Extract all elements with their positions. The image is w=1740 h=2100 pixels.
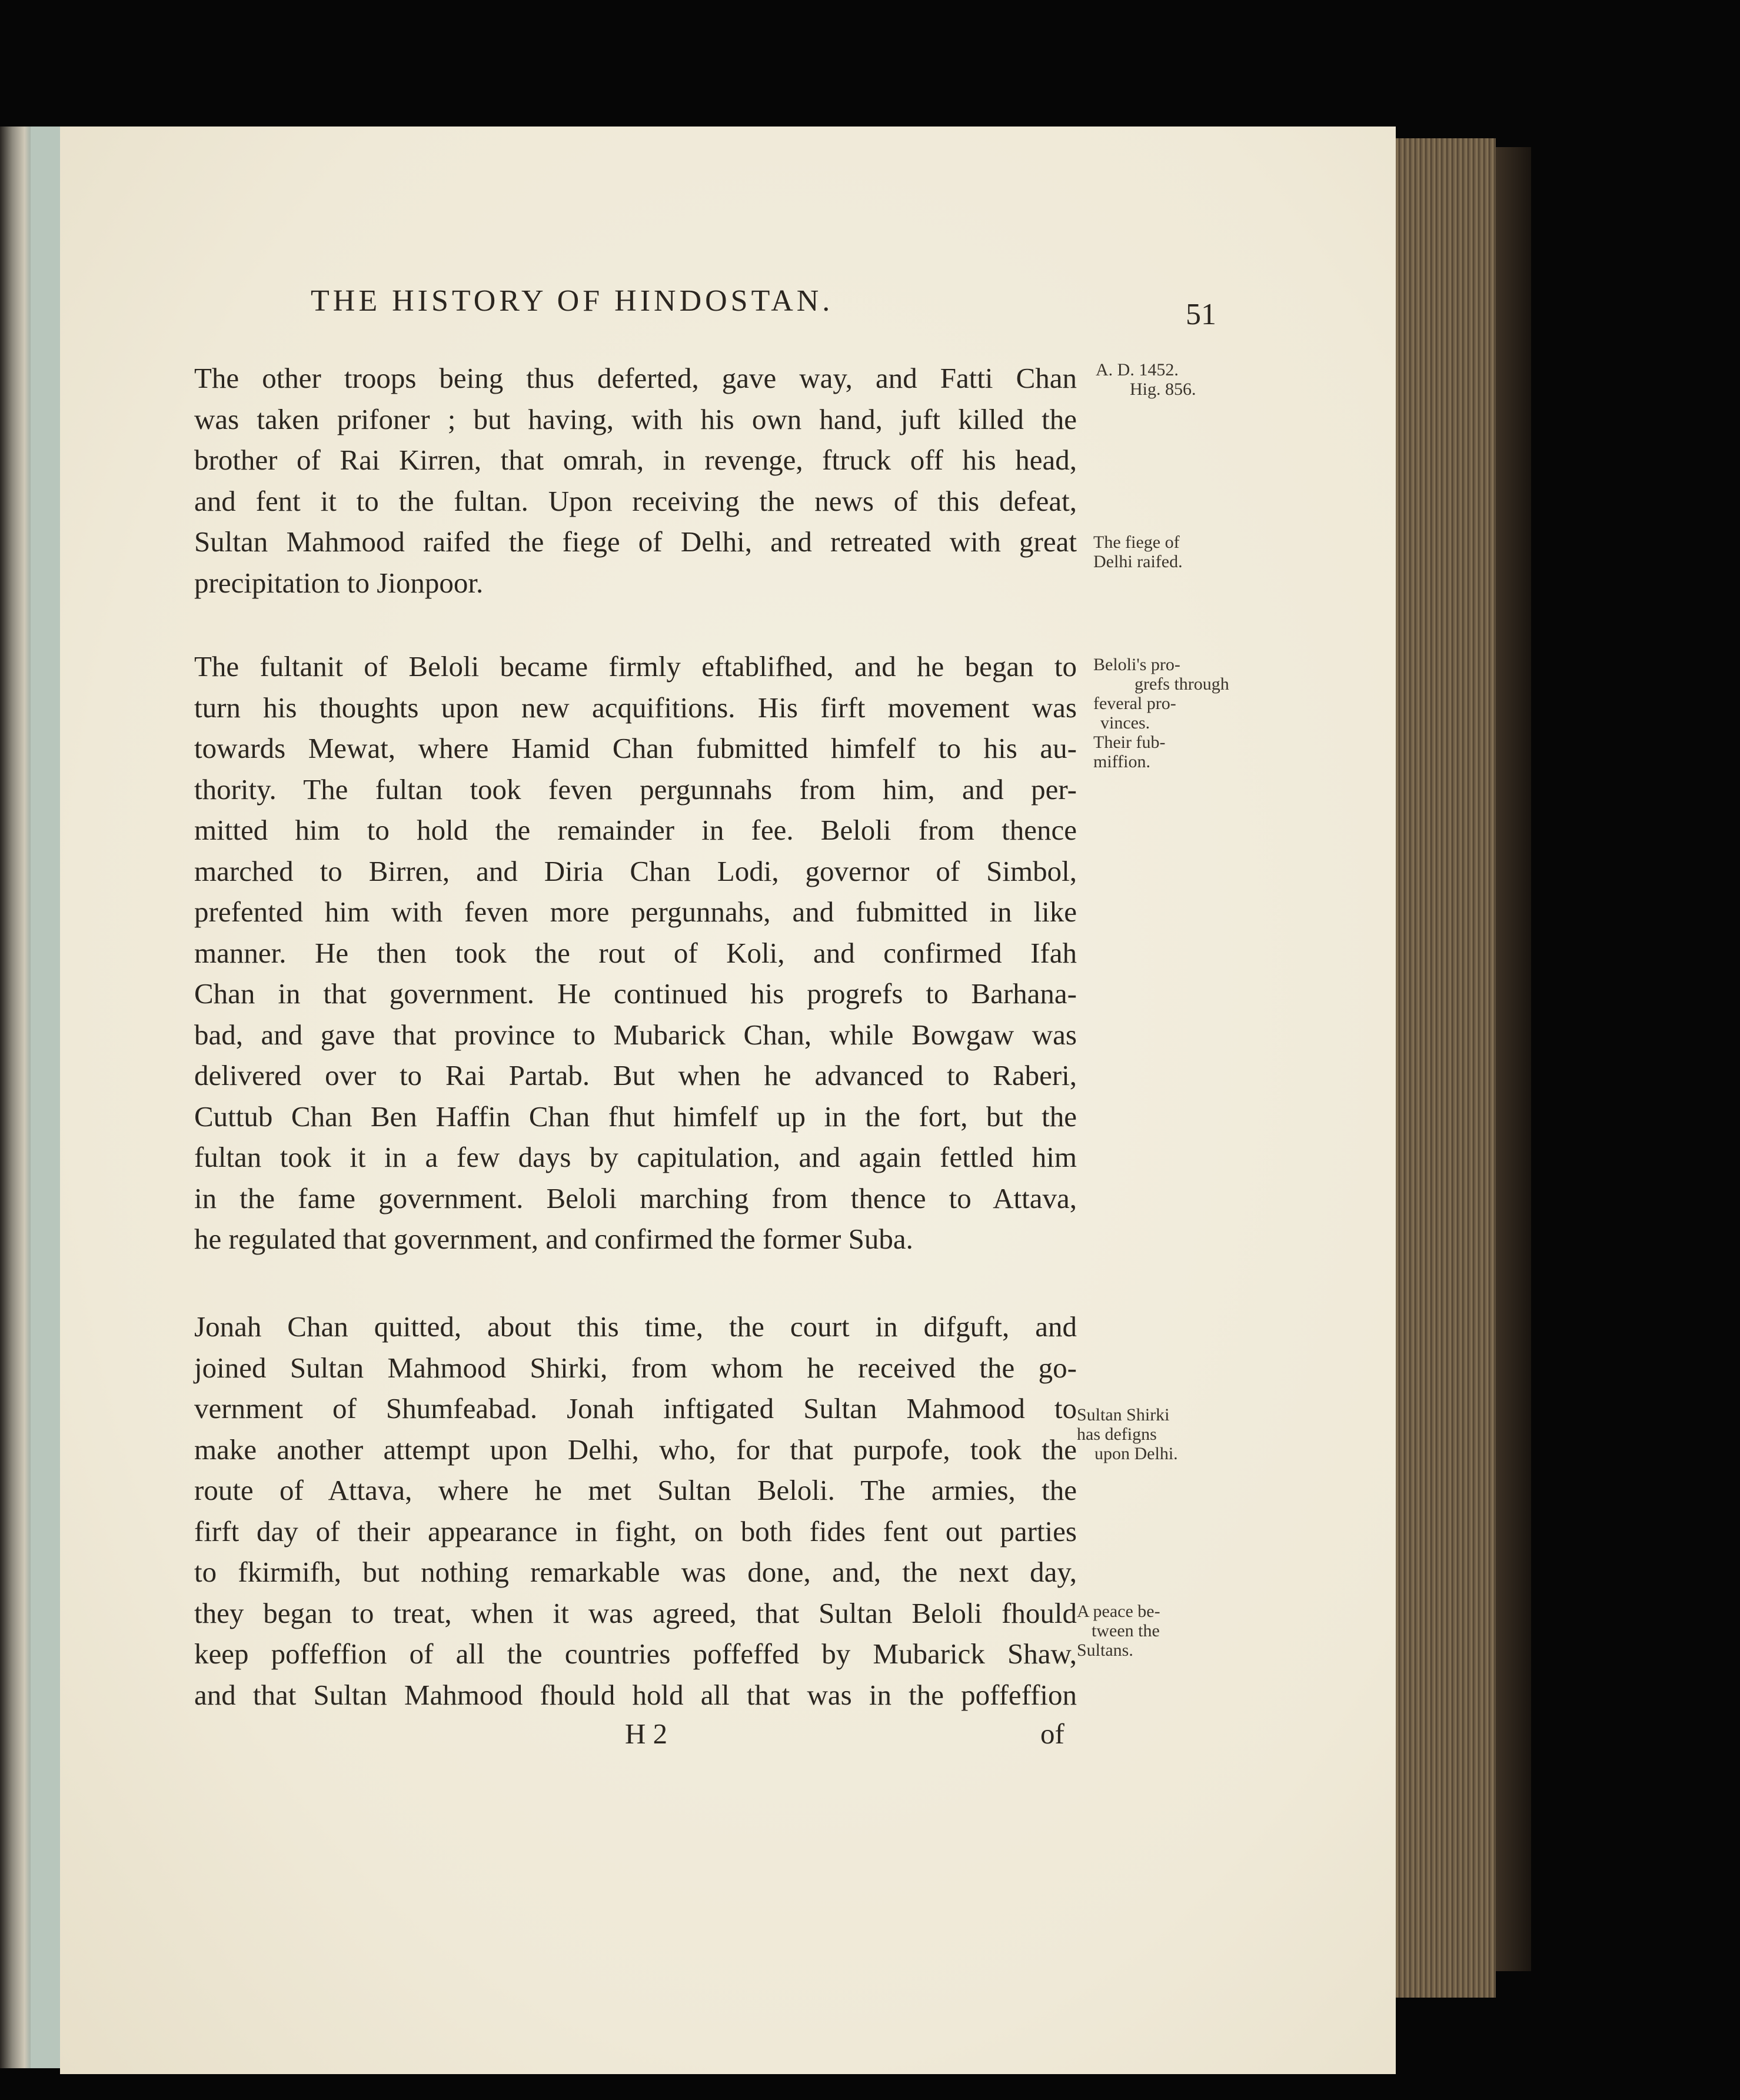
text-line: prefented him with feven more pergunnahs, and fubmitted in like <box>194 896 1077 928</box>
text-line: The other troops being thus deferted, gave way, and Fatti Chan <box>194 362 1077 394</box>
facing-page-edge <box>0 127 31 2068</box>
margin-note-line: grefs through <box>1135 674 1229 694</box>
margin-note-line: The fiege of <box>1093 533 1180 552</box>
margin-note-date <box>1096 360 1196 399</box>
text-line: marched to Birren, and Diria Chan Lodi, governor of Simbol, <box>194 854 1077 887</box>
catchword: of <box>1040 1718 1064 1750</box>
text-line: in the fame government. Beloli marching from thence to Attava, <box>194 1182 1077 1214</box>
gutter-strip <box>31 127 61 2068</box>
text-line: thority. The fultan took feven pergunnahs from him, and per- <box>194 773 1077 806</box>
margin-note-line: A peace be- <box>1077 1602 1160 1621</box>
paragraph-3 <box>194 1306 1077 1715</box>
text-line: fultan took it in a few days by capitulation, and again fettled him <box>194 1141 1077 1173</box>
margin-note-line: vinces. <box>1100 713 1150 733</box>
margin-note-siege <box>1093 533 1183 571</box>
text-line: joined Sultan Mahmood Shirki, from whom he received the go- <box>194 1351 1077 1384</box>
book-cover-edge <box>1496 147 1531 1971</box>
text-line: bad, and gave that province to Mubarick Chan, while Bowgaw was <box>194 1018 1077 1051</box>
paragraph-1 <box>194 358 1077 603</box>
margin-note-line: feveral pro- <box>1093 694 1176 713</box>
margin-note-line: Their fub- <box>1093 733 1166 752</box>
paragraph-2 <box>194 646 1077 1260</box>
text-line: Chan in that government. He continued his progrefs to Barhana- <box>194 977 1077 1010</box>
margin-note-designs <box>1077 1405 1178 1463</box>
text-line: Cuttub Chan Ben Haffin Chan fhut himfelf up in the fort, but the <box>194 1100 1077 1133</box>
text-line: route of Attava, where he met Sultan Beloli. The armies, the <box>194 1474 1077 1506</box>
margin-note-line: Sultans. <box>1077 1640 1133 1660</box>
text-line: turn his thoughts upon new acquifitions. His firft movement was <box>194 691 1077 724</box>
text-line: delivered over to Rai Partab. But when he advanced to Raberi, <box>194 1059 1077 1091</box>
signature-mark: H 2 <box>625 1718 668 1750</box>
text-line: precipitation to Jionpoor. <box>194 566 484 599</box>
text-line: vernment of Shumfeabad. Jonah inftigated Sultan Mahmood to <box>194 1392 1077 1425</box>
text-line: and that Sultan Mahmood fhould hold all that was in the poffeffion <box>194 1678 1077 1711</box>
page-number: 51 <box>1186 298 1216 331</box>
margin-note-line: Beloli's pro- <box>1093 655 1180 674</box>
text-line: towards Mewat, where Hamid Chan fubmitted himfelf to his au- <box>194 732 1077 764</box>
margin-note-line: tween the <box>1092 1621 1160 1640</box>
text-line: keep poffeffion of all the countries poffeffed by Mubarick Shaw, <box>194 1638 1077 1670</box>
text-line: Jonah Chan quitted, about this time, the court in difguft, and <box>194 1310 1077 1343</box>
margin-note-line: Delhi raifed. <box>1093 552 1183 571</box>
text-line: firft day of their appearance in fight, on both fides fent out parties <box>194 1515 1077 1547</box>
text-line: was taken prifoner ; but having, with his own hand, juft killed the <box>194 402 1077 435</box>
text-line: brother of Rai Kirren, that omrah, in revenge, ftruck off his head, <box>194 444 1077 476</box>
text-line: they began to treat, when it was agreed, that Sultan Beloli fhould <box>194 1596 1077 1629</box>
margin-note-progress <box>1093 655 1229 771</box>
margin-note-peace <box>1077 1602 1160 1660</box>
text-line: manner. He then took the rout of Koli, and confirmed Ifah <box>194 936 1077 969</box>
margin-note-line: A. D. 1452. <box>1096 360 1179 380</box>
text-line: Sultan Mahmood raifed the fiege of Delhi, and retreated with great <box>194 525 1077 558</box>
text-line: mitted him to hold the remainder in fee. Beloli from thence <box>194 814 1077 846</box>
text-line: he regulated that government, and confirmed the former Suba. <box>194 1223 913 1255</box>
margin-note-line: Hig. 856. <box>1130 380 1196 399</box>
margin-note-line: has defigns <box>1077 1425 1157 1444</box>
running-title: THE HISTORY OF HINDOSTAN. <box>311 284 834 318</box>
margin-note-line: miffion. <box>1093 752 1150 771</box>
margin-note-line: upon Delhi. <box>1094 1444 1178 1463</box>
page-block-edge <box>1396 138 1496 1998</box>
text-line: to fkirmifh, but nothing remarkable was done, and, the next day, <box>194 1556 1077 1588</box>
text-line: make another attempt upon Delhi, who, for that purpofe, took the <box>194 1433 1077 1466</box>
margin-note-line: Sultan Shirki <box>1077 1405 1170 1425</box>
text-line: The fultanit of Beloli became firmly eftablifhed, and he began to <box>194 650 1077 683</box>
text-line: and fent it to the fultan. Upon receiving the news of this defeat, <box>194 484 1077 517</box>
